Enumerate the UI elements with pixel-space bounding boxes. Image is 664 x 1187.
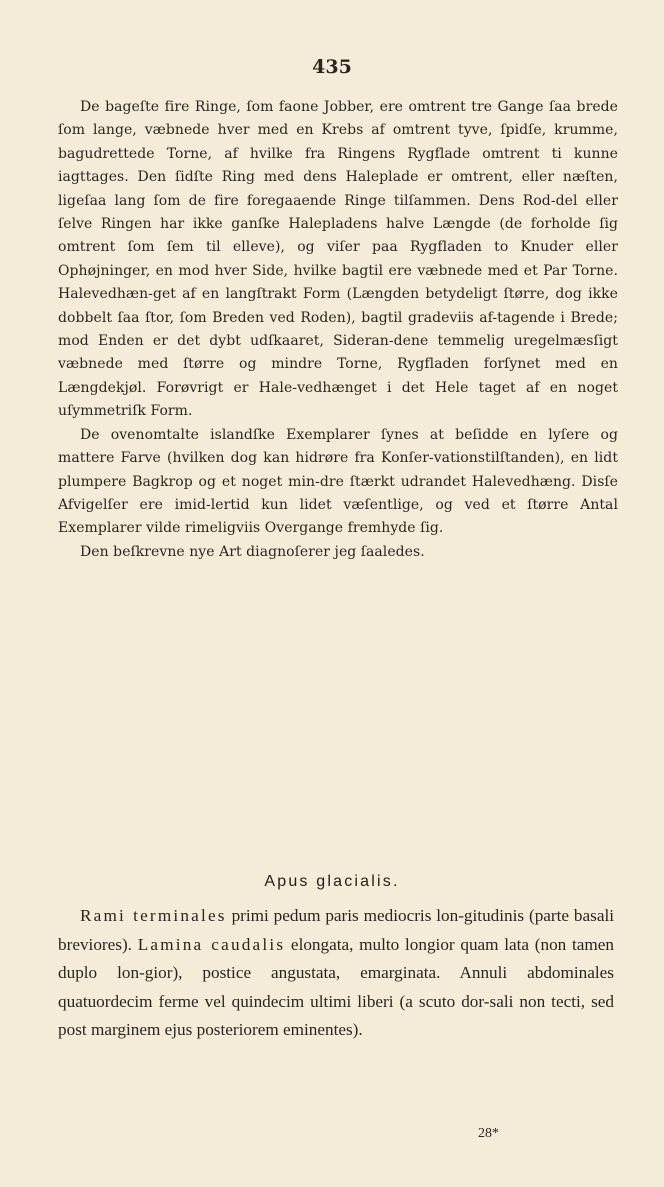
spaced-term: Lamina caudalis — [137, 934, 286, 954]
latin-diagnosis — [58, 902, 614, 1045]
species-heading: Apus glacialis. — [264, 873, 400, 890]
latin-text: primi pedum paris mediocris lon-gitudinis (parte basali breviores). — [58, 906, 615, 954]
paragraph: Den beſkrevne nye Art diagnoſerer jeg ſaaledes. — [80, 543, 425, 560]
spaced-term: Rami terminales — [80, 906, 227, 925]
paragraph: De bageſte fire Ringe, ſom faone Jobber, ere omtrent tre Gange ſaa brede ſom lange, væbnede hver med en Krebs af omtrent tyve, ſpidſe, krumme, bagudrettede Torne, af hvilke fra Ringens Rygflade omtrent ti kunne iagttages. Den ſidſte Ring med dens Haleplade er omtrent, eller næſten, ligeſaa lang ſom de fire foregaaende Ringe tilſammen. Dens Rod-del eller ſelve Ringen har ikke ganſke Halepladens halve Længde (de forholde ſig omtrent ſom ſem til elleve), og viſer paa Rygfladen to Knuder eller Ophøjninger, en mod hver Side, hvilke bagtil ere væbnede med et Par Torne. Halevedhæn-get af en langſtrakt Form (Længden betydeligt ſtørre, dog ikke dobbelt ſaa ſtor, ſom Breden ved Roden), bagtil gradeviis af-tagende i Brede; mod Enden er det dybt udſkaaret, Sideran-dene temmelig uregelmæsſigt væbnede med ſtørre og mindre Torne, Rygfladen forſynet med en Længdekjøl. Forøvrigt er Hale-vedhænget i det Hele taget af en noget uſymmetriſk Form. — [58, 99, 618, 420]
paragraph: De ovenomtalte islandſke Exemplarer ſynes at beſidde en lyſere og mattere Farve (hvilken dog kan hidrøre fra Konſer-vationstilſtanden), en lidt plumpere Bagkrop og et noget min-dre ſtærkt udrandet Halevedhæng. Disſe Afvigelſer ere imid-lertid kun lidet væſentlige, og ved et ſtørre Antal Exemplarer vilde rimeligviis Overgange fremhyde ſig. — [58, 426, 618, 537]
printer-signature: 28* — [478, 1126, 499, 1141]
latin-text: elongata, multo longior quam lata (non tamen duplo lon-gior), postice angustata, emarginata. Annuli abdominales quatuordecim ferme vel quindecim ultimi liberi (a scuto dor-sali non tecti, sed post marginem ejus posteriorem eminentes). — [58, 934, 614, 1040]
paragraph — [58, 902, 614, 1045]
page-number: 435 — [312, 56, 352, 78]
danish-description — [58, 96, 618, 564]
